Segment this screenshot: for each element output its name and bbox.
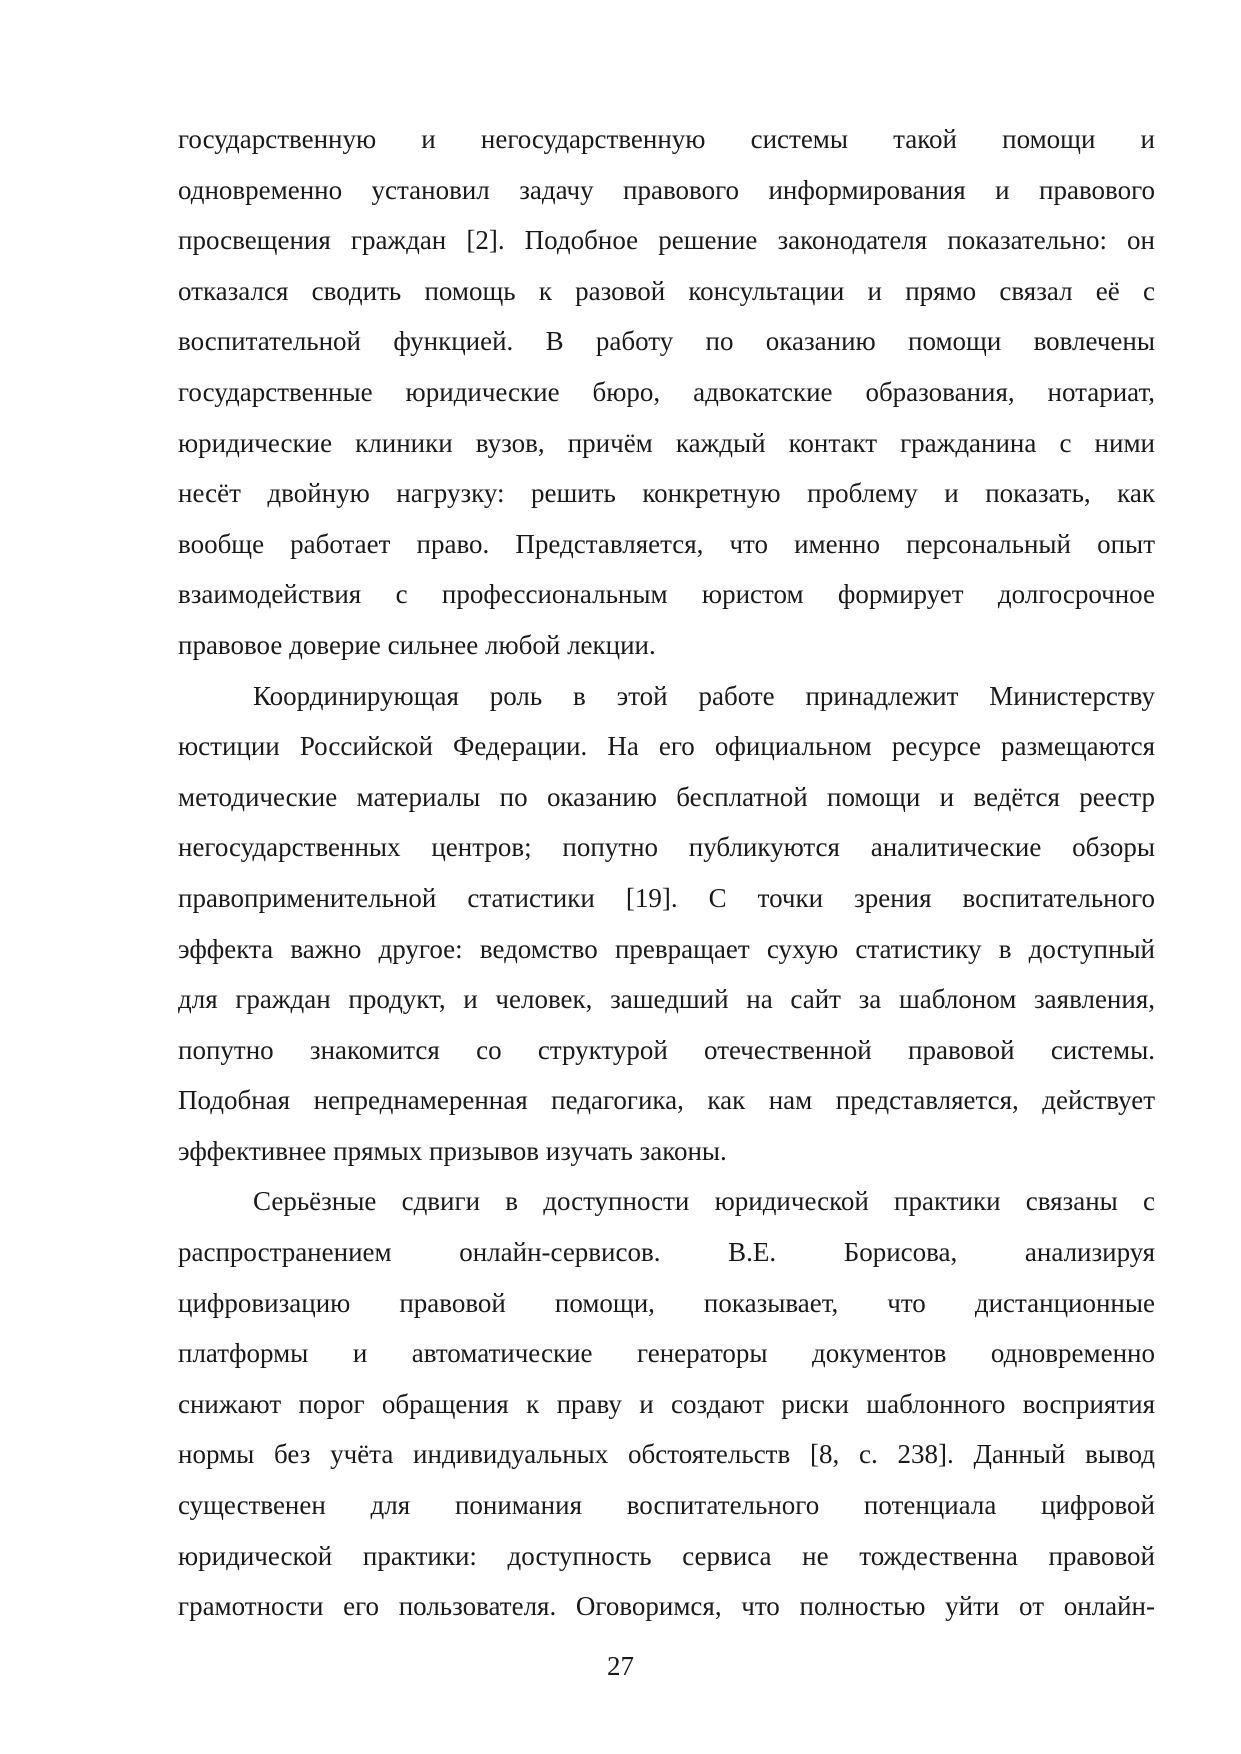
text-line: распространением онлайн-сервисов. В.Е. Борисова, анализируя [178,1237,1155,1268]
text-line: просвещения граждан [2]. Подобное решение законодателя показательно: он [178,225,1155,256]
text-line: негосударственных центров; попутно публикуются аналитические обзоры [178,832,1155,863]
text-line: государственные юридические бюро, адвокатские образования, нотариат, [178,376,1155,407]
text-line: нормы без учёта индивидуальных обстоятельств [8, с. 238]. Данный вывод [178,1439,1155,1470]
text-line: цифровизацию правовой помощи, показывает, что дистанционные [178,1287,1155,1318]
paragraph [178,114,1155,671]
paragraph [178,1176,1155,1631]
text-line: правовое доверие сильнее любой лекции. [178,629,656,660]
text-line: юридические клиники вузов, причём каждый контакт гражданина с ними [178,427,1155,458]
text-line: эффекта важно другое: ведомство превращает сухую статистику в доступный [178,933,1155,964]
text-line: попутно знакомится со структурой отечественной правовой системы. [178,1034,1155,1065]
text-line: взаимодействия с профессиональным юристом формирует долгосрочное [178,579,1155,610]
text-line: грамотности его пользователя. Оговоримся, что полностью уйти от онлайн- [178,1591,1155,1622]
text-line: правоприменительной статистики [19]. С точки зрения воспитательного [178,882,1155,913]
text-line: Координирующая роль в этой работе принадлежит Министерству [253,680,1155,711]
text-line: отказался сводить помощь к разовой консультации и прямо связал её с [178,275,1155,306]
text-line: Серьёзные сдвиги в доступности юридической практики связаны с [253,1186,1155,1217]
text-line: эффективнее прямых призывов изучать законы. [178,1135,727,1166]
text-line: вообще работает право. Представляется, что именно персональный опыт [178,528,1155,559]
text-line: методические материалы по оказанию бесплатной помощи и ведётся реестр [178,781,1155,812]
text-line: платформы и автоматические генераторы документов одновременно [178,1338,1155,1369]
text-line: Подобная непреднамеренная педагогика, как нам представляется, действует [178,1085,1155,1116]
page-number: 27 [607,1651,634,1681]
text-line: воспитательной функцией. В работу по оказанию помощи вовлечены [178,326,1155,357]
body-text [178,114,1155,1632]
text-line: юридической практики: доступность сервиса не тождественна правовой [178,1540,1155,1571]
text-line: государственную и негосударственную системы такой помощи и [178,124,1155,154]
text-line: снижают порог обращения к праву и создают риски шаблонного восприятия [178,1388,1155,1419]
text-line: существенен для понимания воспитательного потенциала цифровой [178,1490,1155,1521]
paragraph [178,671,1155,1177]
text-line: для граждан продукт, и человек, зашедший на сайт за шаблоном заявления, [178,984,1155,1015]
text-line: несёт двойную нагрузку: решить конкретную проблему и показать, как [178,478,1155,509]
text-line: одновременно установил задачу правового информирования и правового [178,174,1155,205]
text-line: юстиции Российской Федерации. На его официальном ресурсе размещаются [178,731,1155,762]
